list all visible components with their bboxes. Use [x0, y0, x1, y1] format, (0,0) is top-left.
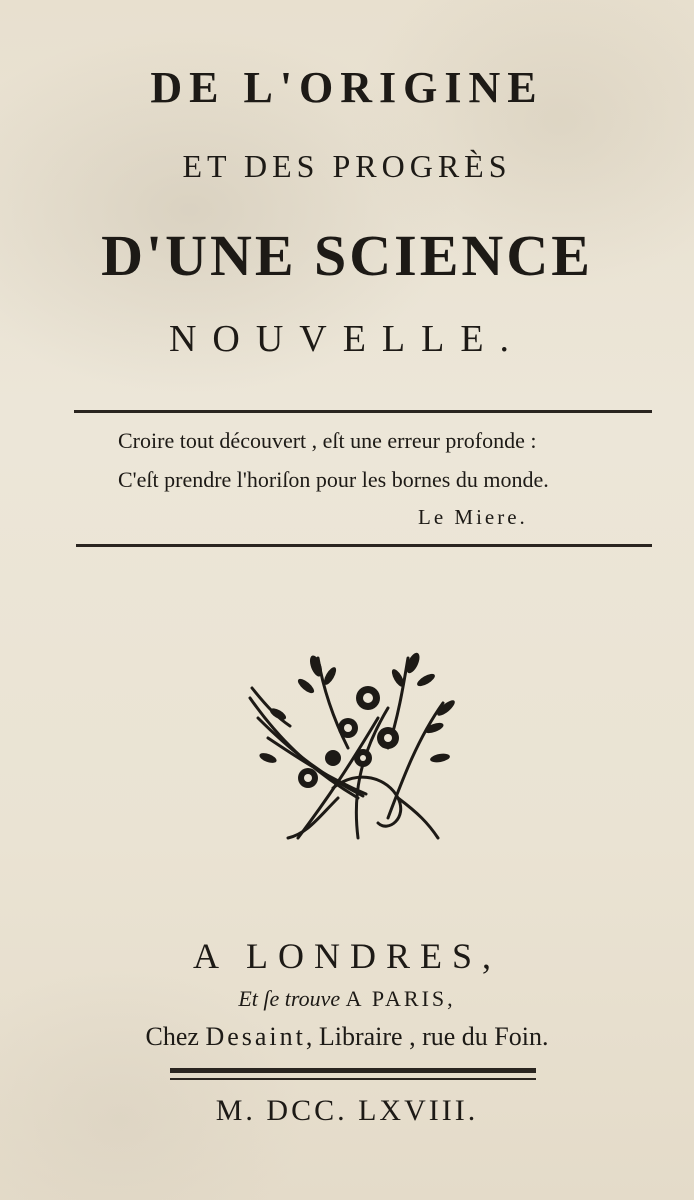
imprint-publisher: Desaint — [205, 1022, 306, 1051]
title-line-3: D'UNE SCIENCE — [101, 223, 593, 288]
title-line-2: ET DES PROGRÈS — [182, 148, 512, 184]
imprint-found-prefix: Et ſe trouve — [238, 986, 341, 1011]
epigraph-line-2: C'eſt prendre l'horiſon pour les bornes du monde. — [118, 467, 549, 492]
title-line-1: DE L'ORIGINE — [150, 63, 544, 112]
epigraph-attribution: Le Miere. — [418, 505, 528, 529]
floral-bouquet-fleuron-icon — [238, 648, 468, 848]
publication-year: M. DCC. LXVIII. — [215, 1094, 479, 1127]
imprint-found-city: A PARIS, — [345, 986, 456, 1011]
double-rule-thin — [170, 1078, 536, 1080]
imprint-address: , Libraire , rue du Foin. — [305, 1022, 549, 1051]
imprint-found-line — [0, 986, 694, 1012]
imprint-publisher-line — [0, 1022, 694, 1052]
title-line-4: NOUVELLE. — [168, 318, 526, 360]
top-divider-rule — [74, 410, 652, 413]
middle-divider-rule — [76, 544, 652, 547]
double-rule-thick — [170, 1068, 536, 1073]
epigraph-line-1: Croire tout découvert , eſt une erreur profonde : — [118, 428, 537, 453]
imprint-city: A LONDRES, — [192, 936, 502, 976]
imprint-chez: Chez — [145, 1022, 199, 1051]
